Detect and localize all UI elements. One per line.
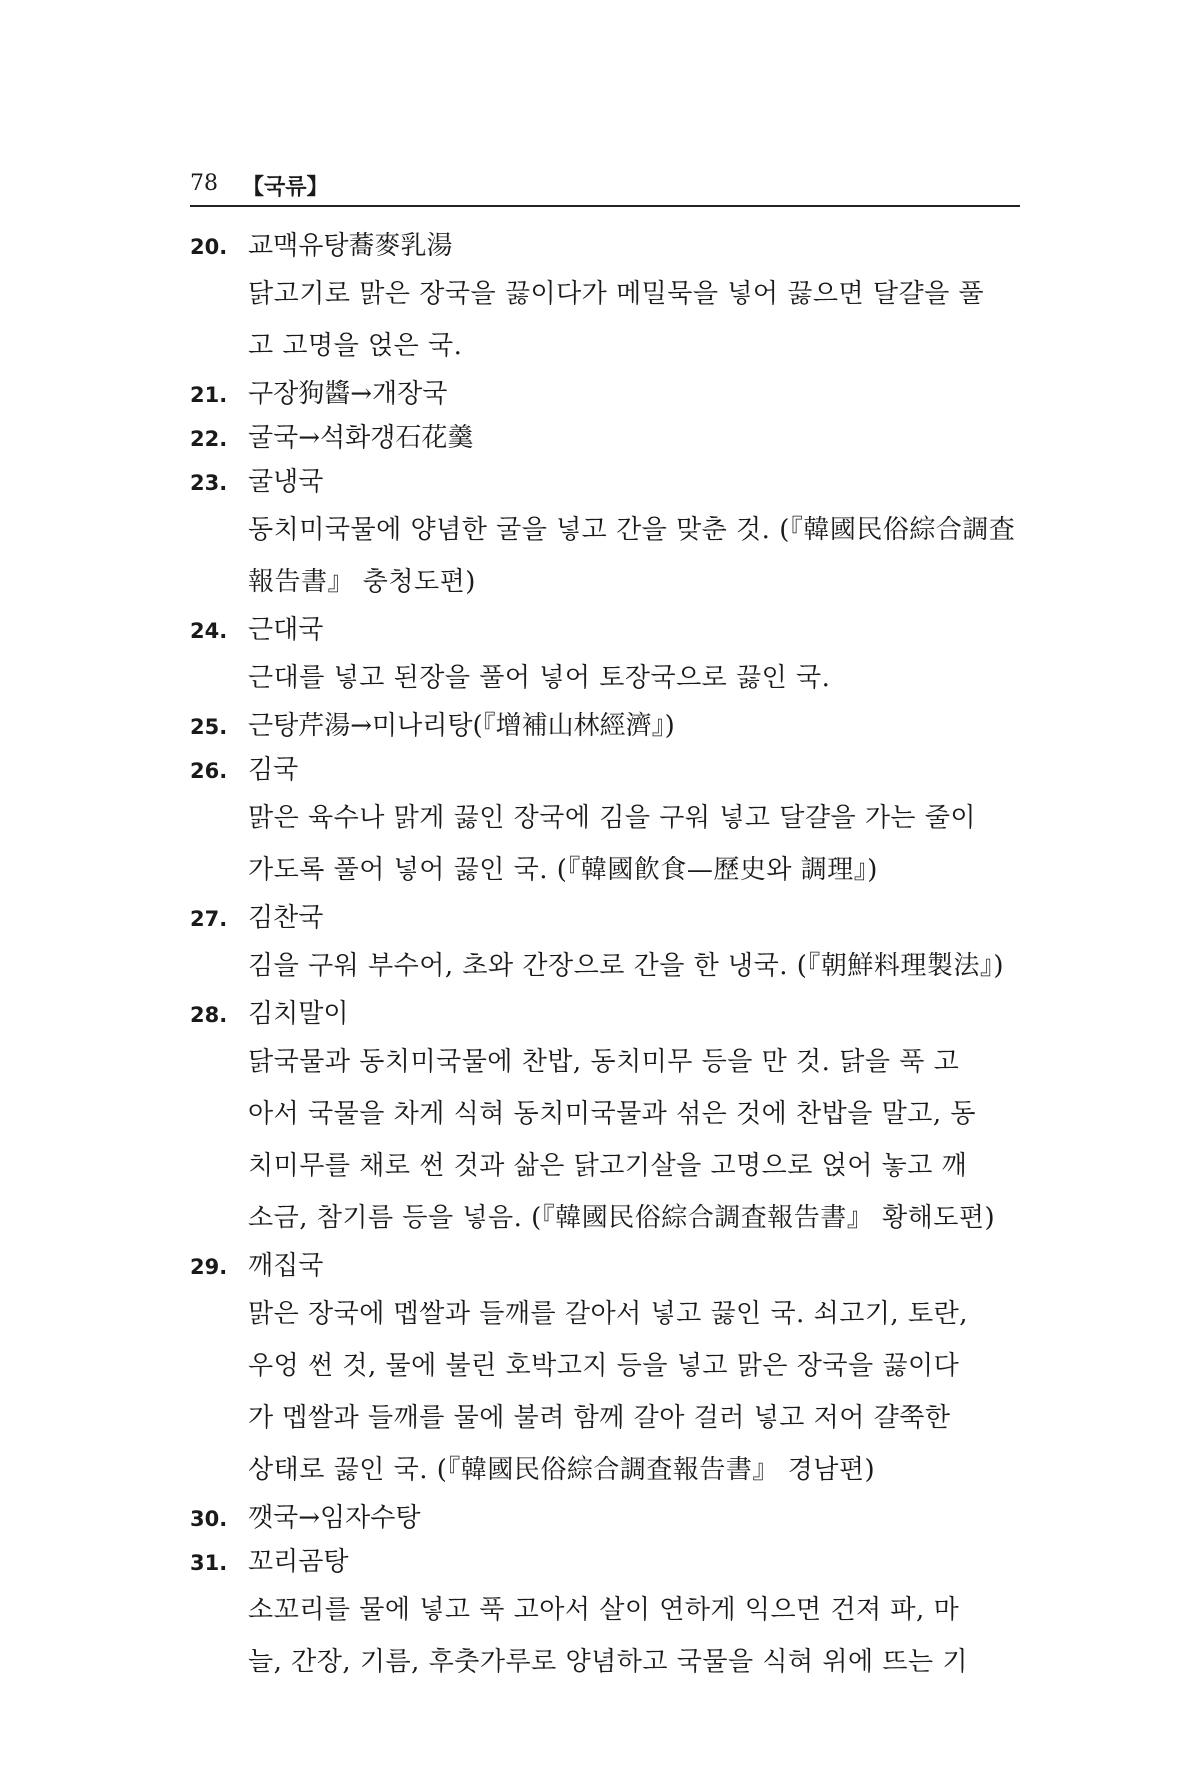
definition-line: 소꼬리를 물에 넣고 푹 고아서 살이 연하게 익으면 건져 파, 마 bbox=[248, 1595, 960, 1625]
dictionary-entry bbox=[190, 466, 1020, 614]
entry-title: 굴국→석화갱石花羹 bbox=[248, 423, 474, 453]
definition-line: 맑은 육수나 맑게 끓인 장국에 김을 구워 넣고 달걀을 가는 줄이 bbox=[248, 803, 977, 833]
entry-number: 29. bbox=[190, 1255, 228, 1279]
definition-line: 소금, 참기름 등을 넣음. (『韓國民俗綜合調査報告書』 황해도편) bbox=[248, 1203, 996, 1233]
entry-heading bbox=[190, 902, 1020, 946]
entry-list bbox=[190, 230, 1020, 1694]
entry-heading bbox=[190, 378, 1020, 422]
definition-line: 맑은 장국에 멥쌀과 들깨를 갈아서 넣고 끓인 국. 쇠고기, 토란, bbox=[248, 1299, 968, 1329]
entry-number: 24. bbox=[190, 619, 228, 643]
dictionary-entry bbox=[190, 902, 1020, 998]
entry-definition bbox=[248, 1590, 1020, 1694]
definition-line: 報告書』 충청도편) bbox=[248, 567, 476, 597]
entry-title: 깻국→임자수탕 bbox=[248, 1503, 421, 1533]
page-header bbox=[190, 165, 1020, 207]
entry-number: 25. bbox=[190, 715, 228, 739]
entry-heading bbox=[190, 1250, 1020, 1294]
definition-line: 치미무를 채로 썬 것과 삶은 닭고기살을 고명으로 얹어 놓고 깨 bbox=[248, 1151, 968, 1181]
entry-title: 근대국 bbox=[248, 615, 324, 645]
entry-definition bbox=[248, 510, 1020, 614]
entry-title: 김국 bbox=[248, 755, 299, 785]
entry-title: 교맥유탕蕎麥乳湯 bbox=[248, 231, 453, 261]
entry-definition bbox=[248, 798, 1020, 902]
entry-heading bbox=[190, 1546, 1020, 1590]
entry-number: 23. bbox=[190, 471, 228, 495]
section-title: 【국류】 bbox=[242, 174, 329, 200]
entry-definition bbox=[248, 274, 1020, 378]
definition-line: 닭국물과 동치미국물에 찬밥, 동치미무 등을 만 것. 닭을 푹 고 bbox=[248, 1047, 960, 1077]
entry-heading bbox=[190, 422, 1020, 466]
dictionary-entry bbox=[190, 614, 1020, 710]
definition-line: 근대를 넣고 된장을 풀어 넣어 토장국으로 끓인 국. bbox=[248, 663, 831, 693]
entry-number: 26. bbox=[190, 759, 228, 783]
dictionary-entry bbox=[190, 754, 1020, 902]
definition-line: 늘, 간장, 기름, 후춧가루로 양념하고 국물을 식혀 위에 뜨는 기 bbox=[248, 1647, 968, 1677]
dictionary-entry bbox=[190, 422, 1020, 466]
definition-line: 닭고기로 맑은 장국을 끓이다가 메밀묵을 넣어 끓으면 달걀을 풀 bbox=[248, 279, 985, 309]
dictionary-entry bbox=[190, 710, 1020, 754]
entry-title: 굴냉국 bbox=[248, 467, 324, 497]
entry-title: 김찬국 bbox=[248, 903, 324, 933]
entry-number: 21. bbox=[190, 383, 228, 407]
entry-number: 27. bbox=[190, 907, 228, 931]
entry-number: 31. bbox=[190, 1551, 228, 1575]
dictionary-entry bbox=[190, 1250, 1020, 1502]
entry-heading bbox=[190, 998, 1020, 1042]
definition-line: 가 멥쌀과 들깨를 물에 불려 함께 갈아 걸러 넣고 저어 걀쭉한 bbox=[248, 1403, 951, 1433]
entry-number: 30. bbox=[190, 1507, 228, 1531]
dictionary-entry bbox=[190, 230, 1020, 378]
page-number: 78 bbox=[190, 171, 218, 196]
definition-line: 김을 구워 부수어, 초와 간장으로 간을 한 냉국. (『朝鮮料理製法』) bbox=[248, 951, 1005, 981]
entry-title: 꼬리곰탕 bbox=[248, 1547, 349, 1577]
entry-number: 28. bbox=[190, 1003, 228, 1027]
entry-heading bbox=[190, 614, 1020, 658]
definition-line: 상태로 끓인 국. (『韓國民俗綜合調査報告書』 경남편) bbox=[248, 1455, 876, 1485]
entry-definition bbox=[248, 946, 1020, 998]
dictionary-entry bbox=[190, 1546, 1020, 1694]
dictionary-entry bbox=[190, 1502, 1020, 1546]
dictionary-entry bbox=[190, 998, 1020, 1250]
dictionary-entry bbox=[190, 378, 1020, 422]
entry-number: 20. bbox=[190, 235, 228, 259]
definition-line: 고 고명을 얹은 국. bbox=[248, 331, 463, 361]
entry-definition bbox=[248, 1042, 1020, 1250]
entry-heading bbox=[190, 466, 1020, 510]
definition-line: 가도록 풀어 넣어 끓인 국. (『韓國飮食—歷史와 調理』) bbox=[248, 855, 878, 885]
entry-number: 22. bbox=[190, 427, 228, 451]
entry-definition bbox=[248, 658, 1020, 710]
entry-title: 구장狗醬→개장국 bbox=[248, 379, 448, 409]
entry-heading bbox=[190, 230, 1020, 274]
entry-heading bbox=[190, 754, 1020, 798]
definition-line: 우엉 썬 것, 물에 불린 호박고지 등을 넣고 맑은 장국을 끓이다 bbox=[248, 1351, 960, 1381]
entry-heading bbox=[190, 710, 1020, 754]
definition-line: 동치미국물에 양념한 굴을 넣고 간을 맞춘 것. (『韓國民俗綜合調査 bbox=[248, 515, 1016, 545]
entry-title: 김치말이 bbox=[248, 999, 349, 1029]
entry-heading bbox=[190, 1502, 1020, 1546]
entry-definition bbox=[248, 1294, 1020, 1502]
entry-title: 깨집국 bbox=[248, 1251, 324, 1281]
definition-line: 아서 국물을 차게 식혀 동치미국물과 섞은 것에 찬밥을 말고, 동 bbox=[248, 1099, 977, 1129]
entry-title: 근탕芹湯→미나리탕(『增補山林經濟』) bbox=[248, 711, 675, 741]
